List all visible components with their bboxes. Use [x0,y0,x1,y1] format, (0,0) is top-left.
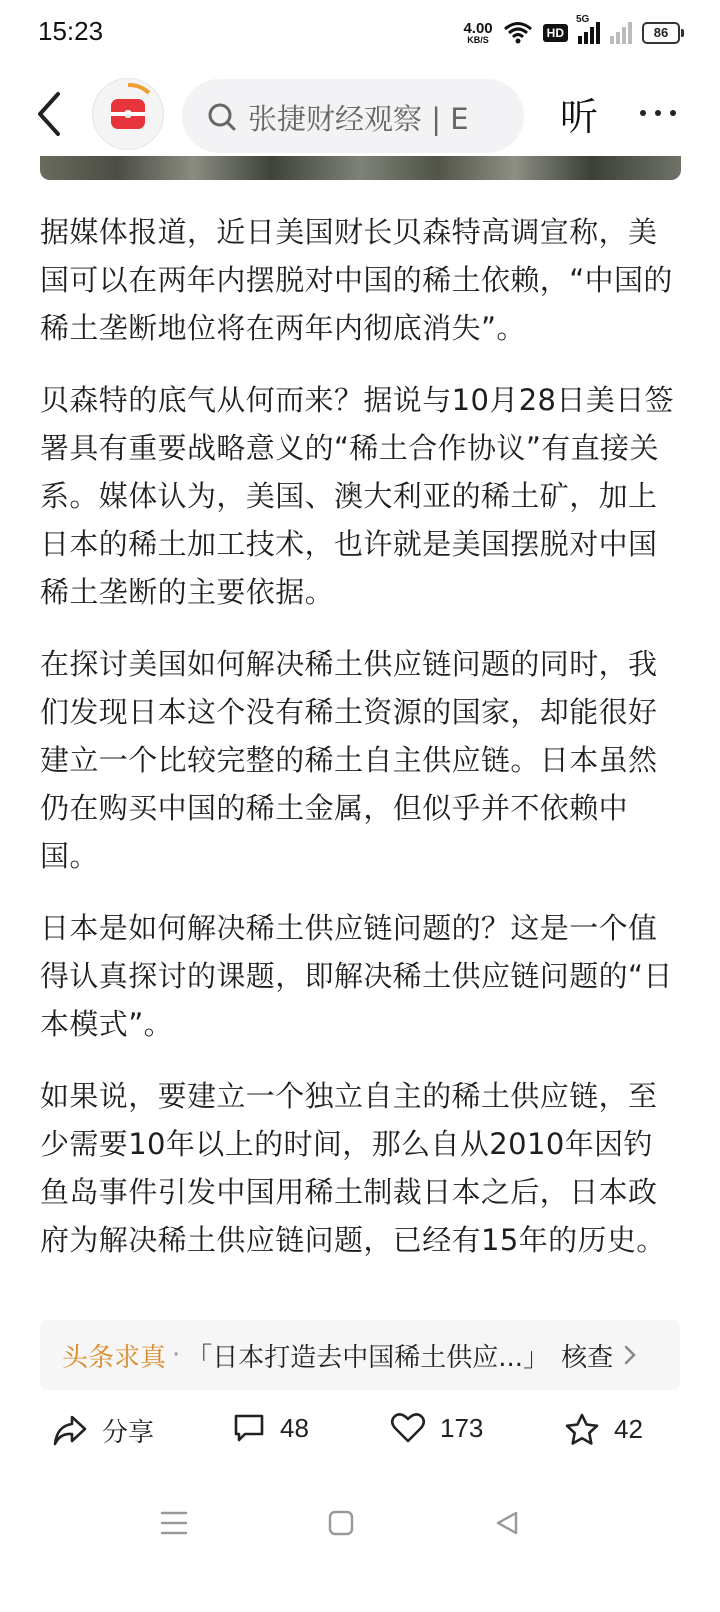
listen-button[interactable]: 听 [560,95,599,139]
back-arrow-icon[interactable] [30,90,70,138]
toutiao-logo-icon [93,79,163,149]
search-icon [206,101,238,133]
fact-check-title: 「日本打造去中国稀土供应...」 [186,1342,550,1373]
network-speed-unit: KB/S [467,35,489,45]
fact-check-separator: · [172,1340,181,1370]
status-time: 15:23 [38,16,104,46]
like-count: 173 [440,1412,484,1443]
comment-count: 48 [280,1412,309,1443]
favorite-button[interactable] [564,1412,643,1446]
article-paragraph: 在探讨美国如何解决稀土供应链问题的同时，我们发现日本这个没有稀土资源的国家，却能很好建立一个比较完整的稀土自主供应链。日本虽然仍在购买中国的稀土金属，但似乎并不依赖中国。 [40,647,658,873]
comment-icon [232,1412,266,1444]
signal-network-tag: 5G [576,14,590,25]
status-bar [0,0,720,64]
wifi-icon [503,21,533,45]
article-paragraph: 如果说，要建立一个独立自主的稀土供应链，至少需要10年以上的时间，那么自从2010年因钓鱼岛事件引发中国用稀土制裁日本之后，日本政府为解决稀土供应链问题，已经有15年的历史。 [40,1079,666,1257]
heart-icon [390,1412,426,1444]
signal-strength-icon [576,14,600,44]
chevron-right-icon [623,1344,637,1366]
article-paragraph: 据媒体报道，近日美国财长贝森特高调宣称，美国可以在两年内摆脱对中国的稀土依赖，“中国的稀土垄断地位将在两年内彻底消失”。 [40,215,673,345]
star-icon [564,1412,600,1446]
network-speed [463,21,492,45]
search-box[interactable] [182,79,524,153]
share-button[interactable] [52,1412,154,1449]
fact-check-source: 头条求真 [62,1342,167,1373]
article-body [40,208,680,1288]
recent-apps-icon[interactable] [160,1510,188,1536]
article-paragraph: 贝森特的底气从何而来？据说与10月28日美日签署具有重要战略意义的“稀土合作协议”有直接关系。媒体认为，美国、澳大利亚的稀土矿，加上日本的稀土加工技术，也许就是美国摆脱对中国稀土垄断的主要依据。 [40,383,675,609]
share-icon [52,1414,88,1448]
like-button[interactable] [390,1412,483,1444]
battery-icon: 86 [642,22,680,44]
search-query-text: 张捷财经观察 | E [248,102,469,136]
hd-badge: HD [543,24,568,42]
article-image[interactable] [40,156,681,180]
app-logo[interactable] [92,78,164,150]
action-bar [0,1396,720,1468]
more-options-icon[interactable] [640,110,676,116]
top-nav-bar [0,72,720,156]
status-icons [463,16,680,50]
signal-strength-secondary-icon [610,22,632,44]
system-navigation-bar [0,1496,720,1566]
favorite-count: 42 [614,1413,643,1444]
back-nav-icon[interactable] [494,1510,520,1536]
share-label: 分享 [102,1417,155,1447]
fact-check-action: 核查 [561,1342,614,1373]
article-paragraph: 日本是如何解决稀土供应链问题的？这是一个值得认真探讨的课题，即解决稀土供应链问题的“日本模式”。 [40,911,673,1041]
network-speed-value: 4.00 [463,20,493,37]
comment-button[interactable] [232,1412,309,1444]
home-icon[interactable] [328,1510,354,1536]
fact-check-banner[interactable] [40,1320,680,1390]
